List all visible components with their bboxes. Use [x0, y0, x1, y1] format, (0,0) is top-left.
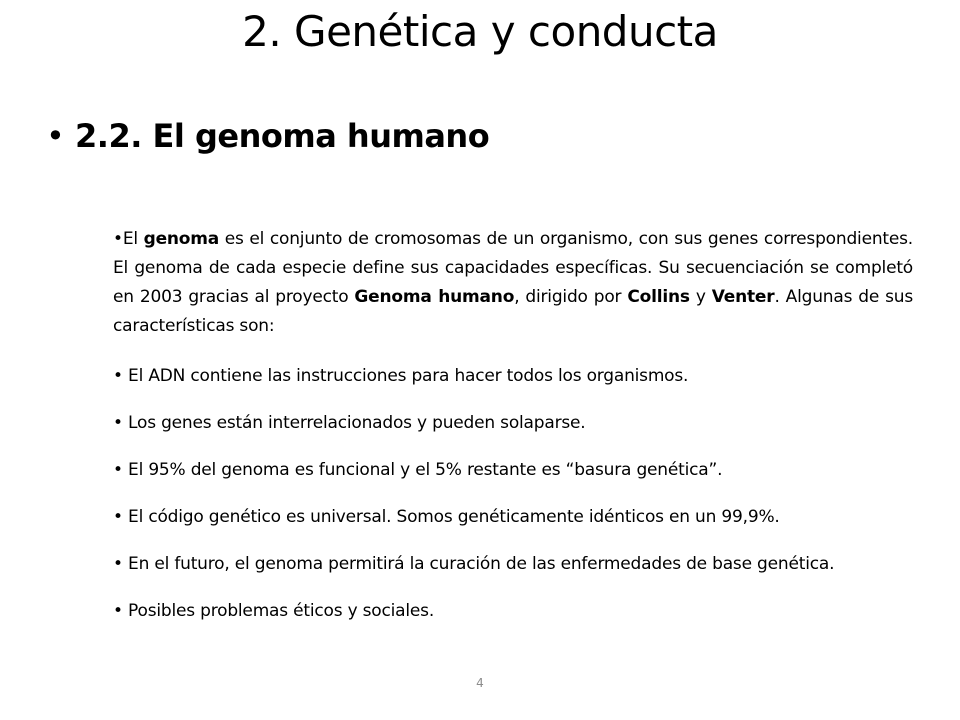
subtitle-text: 2.2. El genoma humano [75, 117, 490, 155]
intro-paragraph [113, 225, 913, 341]
term-venter: Venter [711, 287, 775, 307]
list-bullet: • [113, 601, 123, 621]
intro-text-2: es el conjunto de cromosomas de un organismo, con sus genes correspondientes. El genoma de cada especie define sus capacidades específicas. Su secuenciación se completó en 2003 gracias al proyecto [113, 229, 913, 307]
term-genoma-humano: Genoma humano [354, 287, 515, 307]
list-item [113, 550, 933, 579]
characteristics-list [113, 362, 933, 644]
intro-text-5: . Algunas de sus características son: [113, 287, 913, 336]
list-item-text: El 95% del genoma es funcional y el 5% restante es “basura genética”. [128, 460, 723, 480]
list-item-text: El ADN contiene las instrucciones para hacer todos los organismos. [128, 366, 689, 386]
list-bullet: • [113, 460, 123, 480]
list-item-text: Posibles problemas éticos y sociales. [128, 601, 435, 621]
list-item [113, 362, 933, 391]
list-item [113, 597, 933, 626]
list-bullet: • [113, 554, 123, 574]
list-bullet: • [113, 366, 123, 386]
list-item [113, 503, 933, 532]
subtitle-bullet: • [46, 117, 65, 155]
list-item [113, 409, 933, 438]
intro-bullet: • [113, 229, 123, 249]
list-item-text: Los genes están interrelacionados y pueden solaparse. [128, 413, 586, 433]
term-genoma: genoma [143, 229, 220, 249]
intro-text-1: El [122, 229, 144, 249]
intro-text-4: y [689, 287, 712, 307]
list-item-text: El código genético es universal. Somos genéticamente idénticos en un 99,9%. [128, 507, 780, 527]
intro-text-3: , dirigido por [514, 287, 628, 307]
list-item-text: En el futuro, el genoma permitirá la curación de las enfermedades de base genética. [128, 554, 835, 574]
list-bullet: • [113, 413, 123, 433]
section-subtitle [46, 112, 489, 160]
list-bullet: • [113, 507, 123, 527]
term-collins: Collins [627, 287, 690, 307]
slide-title: 2. Genética y conducta [242, 7, 718, 56]
page-number: 4 [476, 676, 484, 690]
list-item [113, 456, 933, 485]
